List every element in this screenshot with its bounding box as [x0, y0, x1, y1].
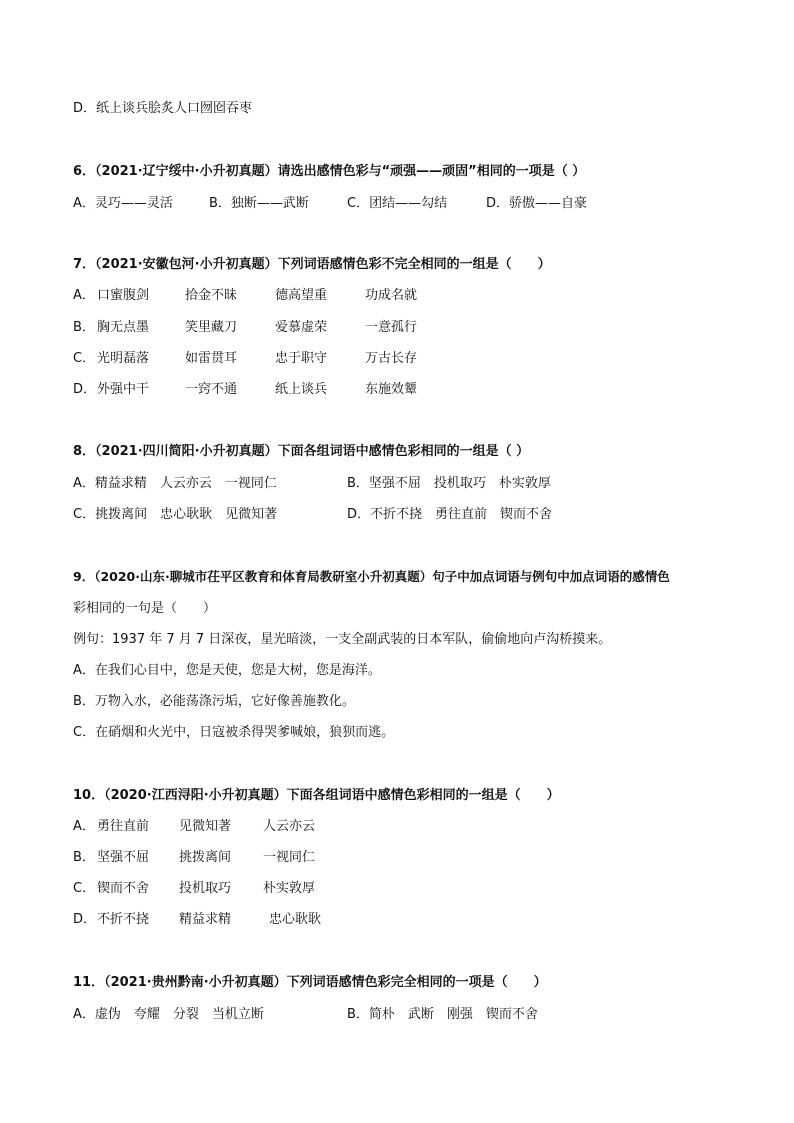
q9-option-c: C．在硝烟和火光中，日寇被杀得哭爹喊娘，狼狈而逃。 [73, 725, 395, 740]
q7-option-b: B． 胸无点墨 笑里藏刀 爱慕虚荣 一意孤行 [73, 320, 418, 335]
q10-stem: 10．（2020·江西浔阳·小升初真题）下面各组词语中感情色彩相同的一组是（ ） [73, 788, 560, 803]
q9-option-b: B．万物入水，必能荡涤污垢，它好像善施教化。 [73, 694, 355, 709]
q9-stem: 9．（2020·山东·聊城市茌平区教育和体育局教研室小升初真题）句子中加点词语与例句中加点词语的感情色 [73, 569, 670, 584]
q11-options: A．虚伪 夸耀 分裂 当机立断 B．简朴 武断 刚强 锲而不舍 [73, 1007, 538, 1022]
q7-option-c: C． 光明磊落 如雷贯耳 忠于职守 万古长存 [73, 351, 418, 366]
q7-option-d: D． 外强中干 一窍不通 纸上谈兵 东施效颦 [73, 382, 418, 397]
q8-stem: 8．（2021·四川简阳·小升初真题）下面各组词语中感情色彩相同的一组是（ ） [73, 444, 530, 459]
q10-option-d: D． 不折不挠 精益求精 忠心耿耿 [73, 912, 322, 927]
q6-options: A．灵巧——灵活 B．独断——武断 C．团结——勾结 D．骄傲——自豪 [73, 196, 588, 211]
q9-option-a: A．在我们心目中，您是天使，您是大树，您是海洋。 [73, 663, 381, 678]
q9-stem-cont: 彩相同的一句是（ ） [73, 601, 217, 616]
q9-example: 例句：1937 年 7 月 7 日深夜，星光暗淡，一支全副武装的日本军队，偷偷地向卢沟桥摸来。 [73, 632, 612, 647]
q5-option-d: D．纸上谈兵脍炙人口囫囵吞枣 [73, 101, 253, 116]
q10-option-c: C． 锲而不舍 投机取巧 朴实敦厚 [73, 881, 316, 896]
document-page [73, 0, 753, 1123]
q11-stem: 11．（2021·贵州黔南·小升初真题）下列词语感情色彩完全相同的一项是（ ） [73, 975, 547, 990]
q7-option-a: A． 口蜜腹剑 拾金不昧 德高望重 功成名就 [73, 288, 418, 303]
q10-option-b: B． 坚强不屈 挑拨离间 一视同仁 [73, 850, 316, 865]
q7-stem: 7．（2021·安徽包河·小升初真题）下列词语感情色彩不完全相同的一组是（ ） [73, 257, 551, 272]
q8-options-row2: C．挑拨离间 忠心耿耿 见微知著 D．不折不挠 勇往直前 锲而不舍 [73, 507, 553, 522]
q6-stem: 6．（2021·辽宁绥中·小升初真题）请选出感情色彩与“顽强——顽固”相同的一项是（ ） [73, 164, 586, 179]
q10-option-a: A． 勇往直前 见微知著 人云亦云 [73, 819, 316, 834]
q8-options-row1: A．精益求精 人云亦云 一视同仁 B．坚强不屈 投机取巧 朴实敦厚 [73, 476, 551, 491]
